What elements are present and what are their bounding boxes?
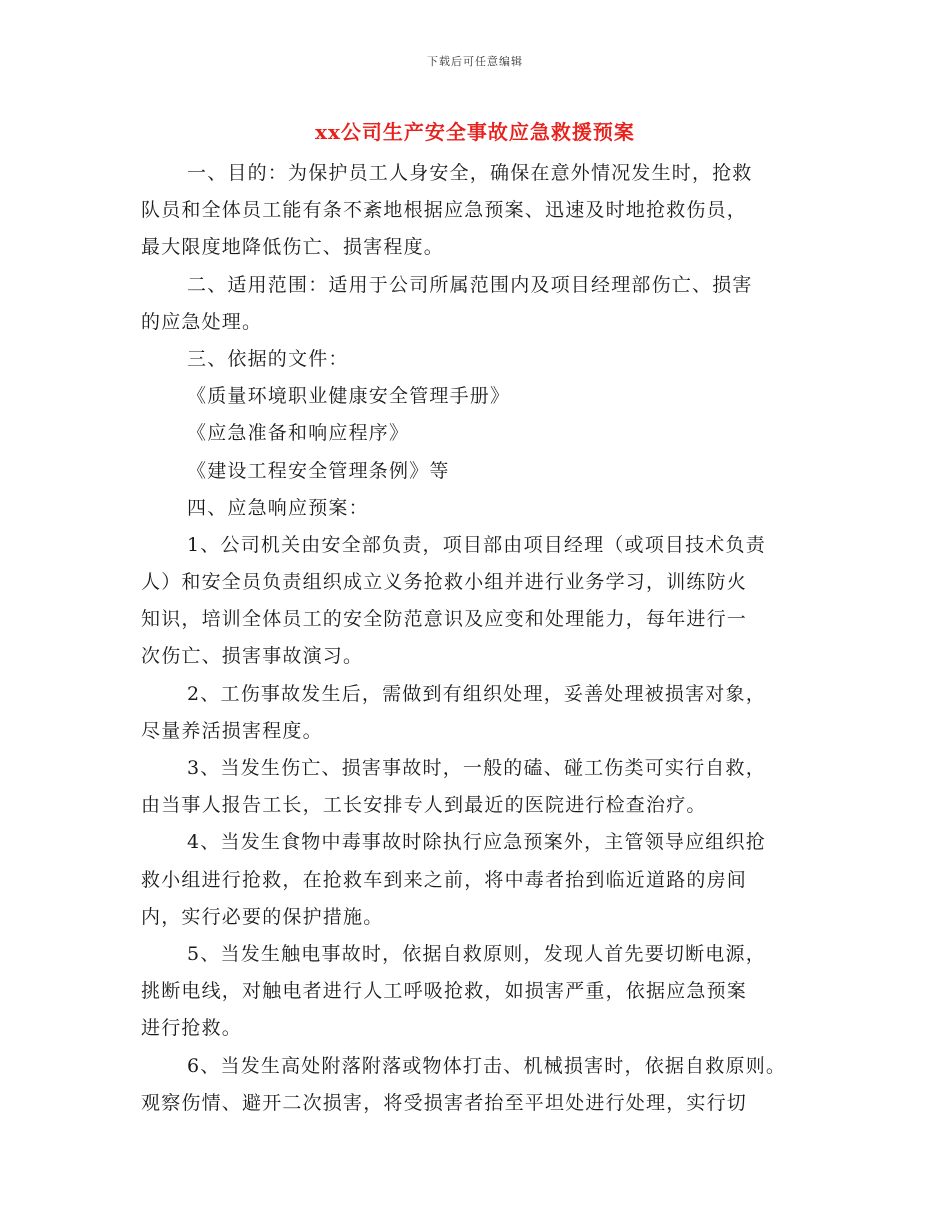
body-line: 《质量环境职业健康安全管理手册》 bbox=[187, 385, 511, 408]
header-note: 下载后可任意编辑 bbox=[427, 55, 523, 68]
body-line: 3、当发生伤亡、损害事故时，一般的磕、碰工伤类可实行自救， bbox=[187, 757, 766, 779]
body-line: 救小组进行抢救，在抢救车到来之前，将中毒者抬到临近道路的房间 bbox=[141, 868, 748, 891]
document-body bbox=[141, 155, 831, 1122]
body-line: 尽量养活损害程度。 bbox=[141, 719, 323, 742]
body-line: 5、当发生触电事故时，依据自救原则，发现人首先要切断电源， bbox=[187, 942, 766, 965]
body-line: 2、工伤事故发生后，需做到有组织处理，妥善处理被损害对象， bbox=[187, 682, 766, 705]
body-line: 《应急准备和响应程序》 bbox=[187, 422, 410, 445]
body-line: 《建设工程安全管理条例》等 bbox=[187, 459, 450, 482]
body-line: 一、目的：为保护员工人身安全，确保在意外情况发生时，抢救 bbox=[187, 162, 753, 184]
body-line: 挑断电线，对触电者进行人工呼吸抢救，如损害严重，依据应急预案 bbox=[141, 980, 748, 1003]
body-line: 观察伤情、避开二次损害，将受损害者抬至平坦处进行处理，实行切 bbox=[141, 1091, 748, 1114]
body-line: 二、适用范围：适用于公司所属范围内及项目经理部伤亡、损害 bbox=[187, 273, 753, 296]
body-line: 四、应急响应预案： bbox=[187, 496, 369, 519]
body-line: 内，实行必要的保护措施。 bbox=[141, 905, 384, 928]
body-line: 人）和安全员负责组织成立义务抢救小组并进行业务学习，训练防火 bbox=[141, 571, 748, 594]
body-line: 4、当发生食物中毒事故时除执行应急预案外，主管领导应组织抢 bbox=[187, 831, 766, 854]
body-line: 三、依据的文件： bbox=[187, 347, 349, 370]
body-line: 次伤亡、损害事故演习。 bbox=[141, 645, 364, 668]
body-line: 6、当发生高处附落附落或物体打击、机械损害时，依据自救原则。 bbox=[187, 1054, 787, 1077]
body-line: 进行抢救。 bbox=[141, 1017, 243, 1040]
body-line: 的应急处理。 bbox=[141, 310, 263, 333]
body-line: 1、公司机关由安全部负责，项目部由项目经理（或项目技术负责 bbox=[187, 533, 766, 556]
body-line: 由当事人报告工长，工长安排专人到最近的医院进行检查治疗。 bbox=[141, 794, 707, 817]
body-line: 最大限度地降低伤亡、损害程度。 bbox=[141, 236, 445, 259]
body-line: 队员和全体员工能有条不紊地根据应急预案、迅速及时地抢救伤员， bbox=[141, 199, 748, 222]
document-title: xx公司生产安全事故应急救援预案 bbox=[315, 120, 635, 144]
body-line: 知识，培训全体员工的安全防范意识及应变和处理能力，每年进行一 bbox=[141, 608, 748, 631]
